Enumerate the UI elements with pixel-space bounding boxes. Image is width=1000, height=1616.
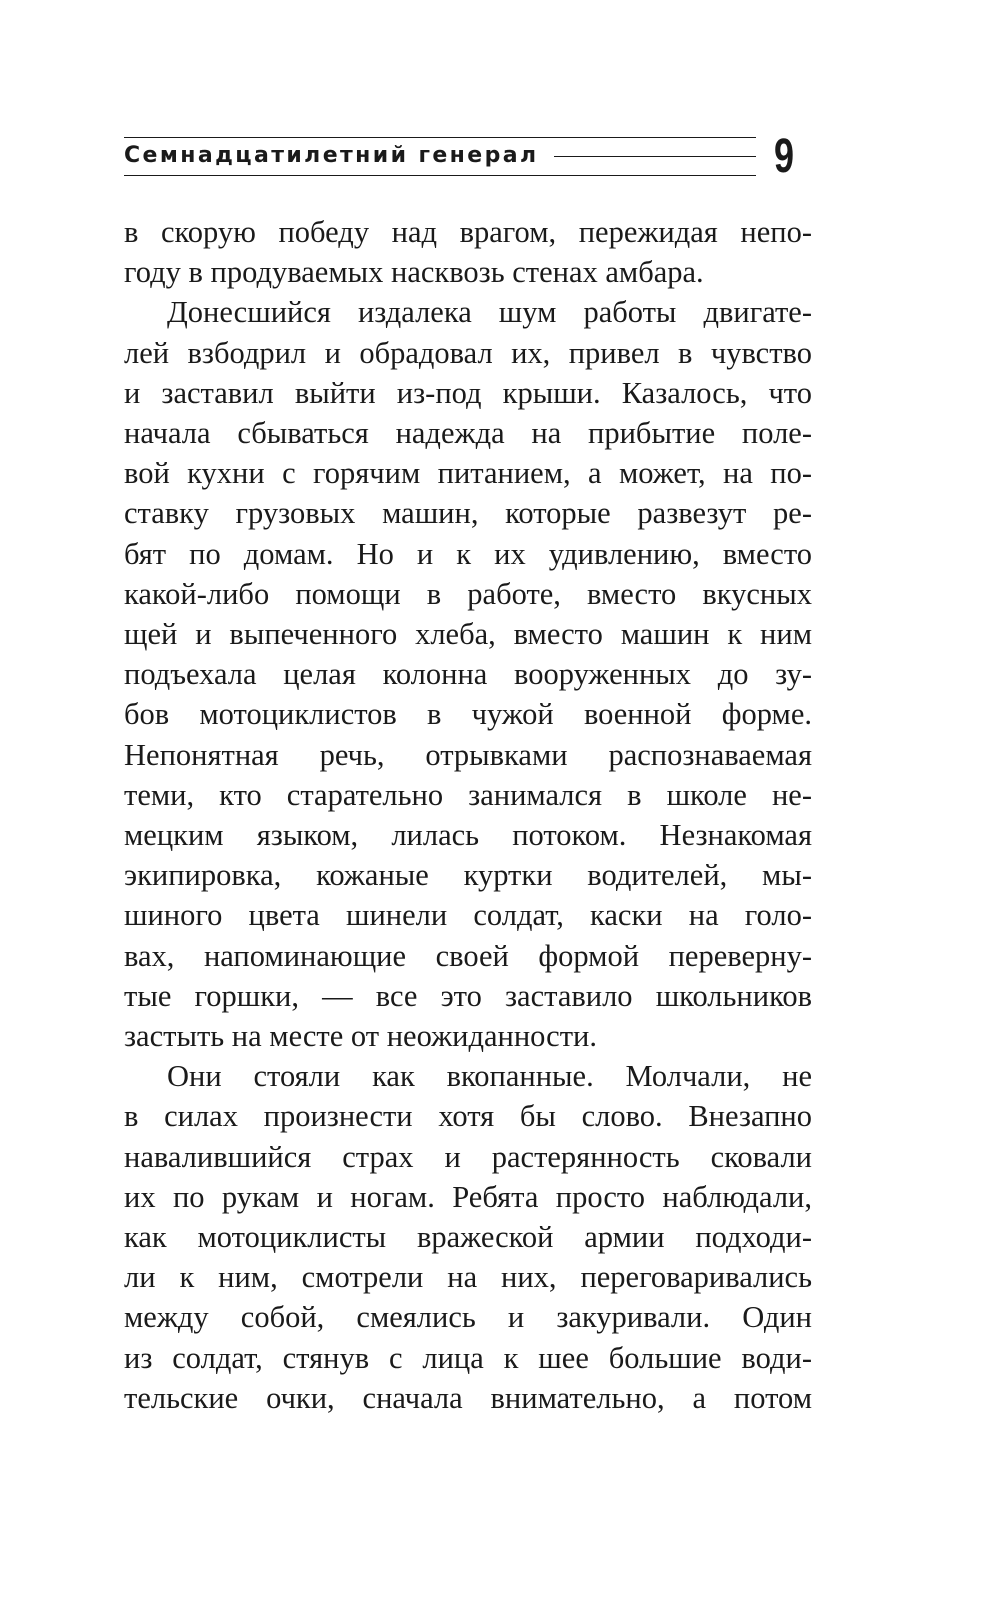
text-line: подъехала целая колонна вооруженных до зу-: [124, 657, 812, 692]
text-line: навалившийся страх и растерянность сковали: [124, 1139, 812, 1174]
text-line: теми, кто старательно занимался в школе не-: [124, 777, 812, 812]
text-line: начала сбываться надежда на прибытие поле-: [124, 416, 812, 451]
text-line: и заставил выйти из-под крыши. Казалось, что: [124, 375, 812, 410]
page-number: 9: [774, 130, 795, 183]
text-line: мецким языком, лилась потоком. Незнакомая: [124, 818, 812, 853]
text-line: вой кухни с горячим питанием, а может, на по-: [124, 456, 812, 491]
text-line: в силах произнести хотя бы слово. Внезапно: [124, 1099, 812, 1134]
paragraph-3: [124, 1056, 812, 1418]
text-line: экипировка, кожаные куртки водителей, мы-: [124, 858, 812, 893]
running-header: [124, 130, 814, 183]
text-line: застыть на месте от неожиданности.: [124, 1019, 597, 1054]
text-line: Донесшийся издалека шум работы двигате-: [167, 295, 812, 330]
text-line: году в продуваемых насквозь стенах амбара.: [124, 255, 704, 290]
text-line: в скорую победу над врагом, пережидая непо-: [124, 215, 812, 249]
header-rule-bottom: [124, 175, 756, 176]
text-line: тые горшки, — все это заставило школьников: [124, 978, 812, 1013]
text-line: между собой, смеялись и закуривали. Один: [124, 1300, 812, 1335]
text-line: бят по домам. Но и к их удивлению, вместо: [124, 536, 812, 571]
book-title: Семнадцатилетний генерал: [124, 142, 545, 170]
text-line: как мотоциклисты вражеской армии подходи-: [124, 1220, 812, 1255]
text-line: лей взбодрил и обрадовал их, привел в чувство: [124, 335, 812, 370]
text-line: шиного цвета шинели солдат, каски на голо-: [124, 898, 812, 933]
paragraph-2: [124, 292, 812, 1056]
text-line: ставку грузовых машин, которые развезут ре-: [124, 496, 812, 531]
text-line: бов мотоциклистов в чужой военной форме.: [124, 697, 812, 732]
paragraph-1: [124, 212, 812, 292]
text-line: вах, напоминающие своей формой переверну-: [124, 938, 812, 973]
text-line: ли к ним, смотрели на них, переговаривались: [124, 1260, 812, 1295]
text-line: Они стояли как вкопанные. Молчали, не: [167, 1059, 812, 1094]
text-line: их по рукам и ногам. Ребята просто наблюдали,: [124, 1179, 812, 1214]
text-line: какой-либо помощи в работе, вместо вкусных: [124, 576, 812, 611]
text-line: Непонятная речь, отрывками распознаваемая: [124, 737, 812, 772]
text-line: щей и выпеченного хлеба, вместо машин к ним: [124, 617, 812, 652]
body-text: [124, 212, 812, 1418]
header-dash: [554, 156, 756, 157]
text-line: тельские очки, сначала внимательно, а потом: [124, 1380, 812, 1415]
text-line: из солдат, стянув с лица к шее большие води-: [124, 1340, 812, 1375]
header-rule-top: [124, 137, 756, 138]
